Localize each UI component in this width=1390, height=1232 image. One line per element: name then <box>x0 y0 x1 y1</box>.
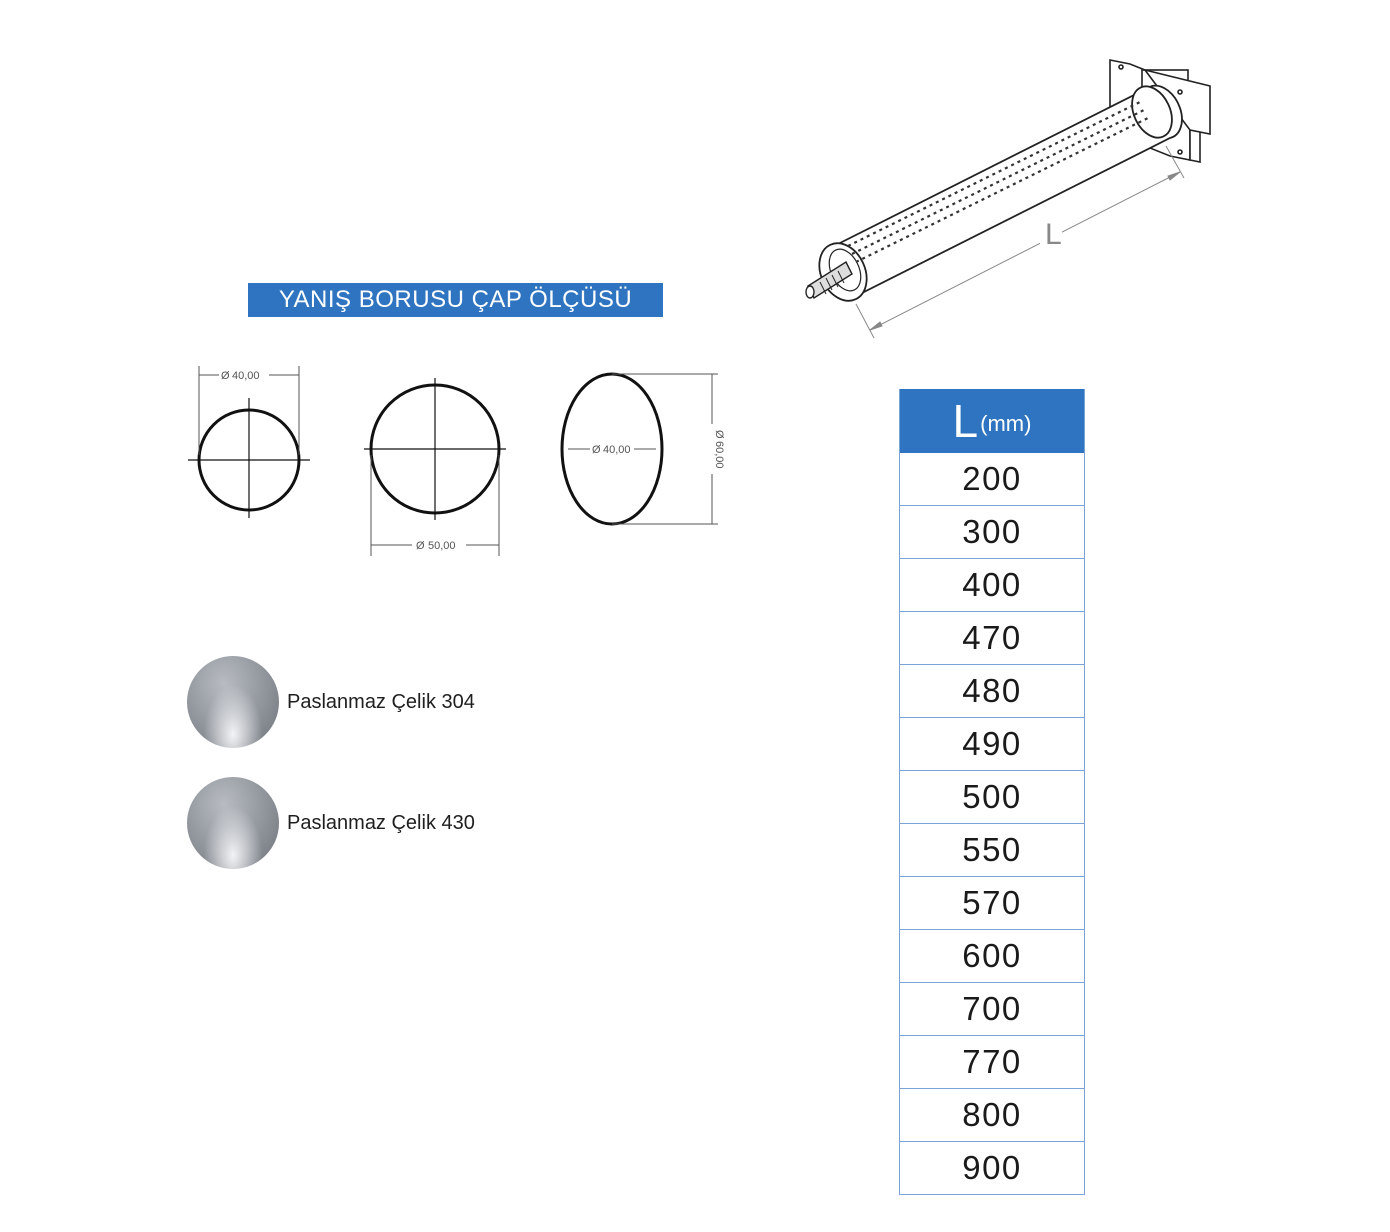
table-row: 200 <box>962 460 1022 497</box>
oval-diagram <box>562 374 718 524</box>
table-row: 480 <box>900 664 1084 717</box>
material-item <box>187 656 475 748</box>
material-label: Paslanmaz Çelik 430 <box>287 811 475 834</box>
svg-text:Ø: Ø <box>713 430 725 439</box>
circle-small-dimension: 40,00 <box>232 370 260 382</box>
table-row: 570 <box>900 876 1084 929</box>
circle-small-diagram <box>188 366 310 518</box>
table-row: 300 <box>900 505 1084 558</box>
material-label: Paslanmaz Çelik 304 <box>287 690 475 713</box>
length-table-body <box>900 453 1084 1194</box>
tube-body <box>810 80 1182 309</box>
steel-swatch-icon <box>187 777 279 869</box>
cross-section-diagrams <box>0 0 760 600</box>
table-row: 900 <box>900 1141 1084 1194</box>
table-row: 800 <box>900 1088 1084 1141</box>
circle-large-dimension: 50,00 <box>428 540 456 552</box>
length-header-symbol: L <box>952 395 979 447</box>
length-header-unit: (mm) <box>980 411 1032 436</box>
table-row: 550 <box>900 823 1084 876</box>
table-row: 700 <box>900 982 1084 1035</box>
table-row: 490 <box>900 717 1084 770</box>
oval-width-dimension: 40,00 <box>603 444 631 456</box>
length-table-header <box>900 389 1084 453</box>
circle-large-diagram <box>364 378 506 556</box>
length-table <box>899 389 1085 1195</box>
table-row: 770 <box>900 1035 1084 1088</box>
steel-swatch-icon <box>187 656 279 748</box>
table-row: 600 <box>900 929 1084 982</box>
table-row: 400 <box>900 558 1084 611</box>
burner-tube-illustration <box>790 50 1240 350</box>
oval-height-dimension: 60,00 <box>713 441 725 469</box>
svg-text:Ø: Ø <box>416 540 425 552</box>
table-row: 500 <box>900 770 1084 823</box>
svg-text:Ø: Ø <box>592 444 601 456</box>
length-label: L <box>1045 218 1062 251</box>
section-title: YANIŞ BORUSU ÇAP ÖLÇÜSÜ <box>248 283 663 317</box>
svg-text:Ø: Ø <box>221 370 230 382</box>
table-row: 470 <box>900 611 1084 664</box>
material-item <box>187 777 475 869</box>
